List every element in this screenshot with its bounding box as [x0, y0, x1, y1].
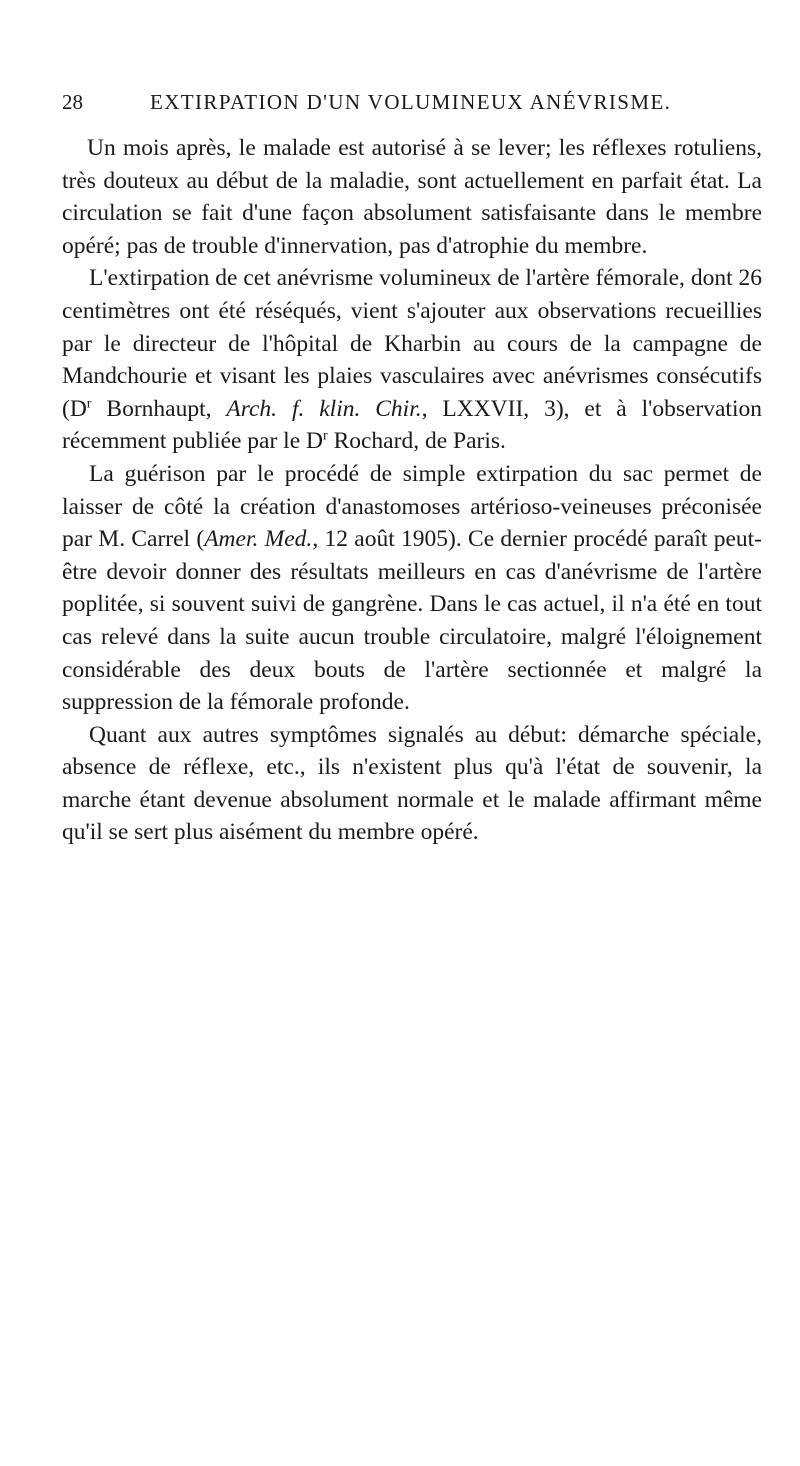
- paragraph-2-text-d: Rochard, de Paris.: [327, 428, 506, 455]
- paragraph-3-text-b: , 12 août 1905). Ce dernier procédé paraît peut-être devoir donner des résultats meilleurs en cas d'anévrisme de l'artère poplitée, si souvent suivi de gangrène. Dans le cas actuel, il n'a été en tout cas relevé dans la suite aucun trouble circulatoire, malgré l'éloignement considérable des deux bouts de l'artère sectionnée et malgré la suppression de la fémorale profonde.: [62, 526, 762, 716]
- paragraph-1: Un mois après, le malade est autorisé à se lever; les réflexes rotuliens, très douteux au début de la maladie, sont actuellement en parfait état. La circulation se fait d'une façon absolument satisfaisante dans le membre opéré; pas de trouble d'innervation, pas d'atrophie du membre.: [62, 135, 762, 259]
- paragraph-4: Quant aux autres symptômes signalés au début: démarche spéciale, absence de réflexe, etc., ils n'existent plus qu'à l'état de souvenir, la marche étant devenue absolument normale et le malade affirmant même qu'il se sert plus aisément du membre opéré.: [62, 721, 762, 846]
- paragraph-2-text-b: Bornhaupt,: [91, 395, 227, 422]
- paragraph-3: [62, 458, 762, 719]
- paragraph-2-text-a: L'extirpation de cet anévrisme volumineux de l'artère fémorale, dont 26 centimètres ont été réséqués, vient s'ajouter aux observations recueillies par le directeur de l'hôpital de Kharbin au cours de la campagne de Mandchourie et visant les plaies vasculaires avec anévrismes consécutifs (D: [62, 265, 762, 422]
- journal-citation-amer-med: Amer. Med.: [204, 526, 313, 553]
- paragraph-2-text-c: , LXXVII, 3), et à l'observation récemment publiée par le D: [62, 395, 762, 455]
- doctor-abbrev-superscript: r: [86, 395, 92, 412]
- doctor-abbrev-superscript: r: [323, 427, 328, 444]
- paragraph-2: [62, 262, 762, 458]
- running-head: [62, 86, 762, 118]
- paragraph-3-text-a: La guérison par le procédé de simple extirpation du sac permet de laisser de côté la création d'anastomoses artérioso-veineuses préconisée par M. Carrel (: [62, 460, 762, 553]
- running-title: EXTIRPATION D'UN VOLUMINEUX ANÉVRISME.: [150, 90, 672, 114]
- body-text: [62, 132, 762, 849]
- journal-citation-arch: Arch. f. klin. Chir.: [226, 395, 422, 422]
- page-number: 28: [62, 90, 83, 114]
